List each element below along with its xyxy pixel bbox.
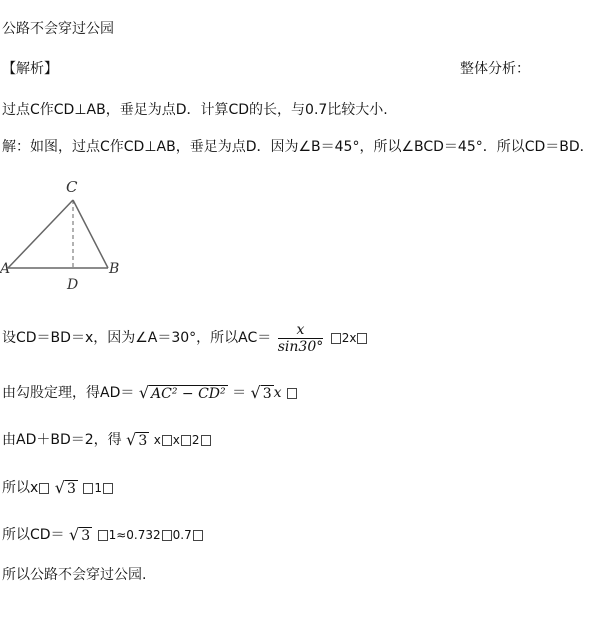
missing-glyph-icon <box>331 333 341 344</box>
radicand: AC² − CD² <box>151 386 226 402</box>
label-a: A <box>0 261 11 277</box>
missing-glyph-icon <box>39 483 49 494</box>
so-cd-line <box>2 524 204 546</box>
set-prefix: 设CD＝BD＝x，因为∠A＝30°，所以AC＝ <box>2 330 272 346</box>
missing-glyph-icon <box>162 530 172 541</box>
triangle-diagram <box>0 172 130 292</box>
jiexi-heading <box>2 60 58 78</box>
missing-glyph-icon <box>201 435 211 446</box>
so-x-prefix: 所以x <box>2 480 39 496</box>
radical-sign: √ <box>250 383 261 402</box>
conclusion-line <box>2 566 146 584</box>
set-line <box>2 320 368 356</box>
sqrt-three <box>126 431 149 449</box>
sum-two: 2 <box>191 433 200 447</box>
missing-glyph-icon <box>193 530 203 541</box>
pythag-var: x <box>273 385 282 401</box>
sqrt-arg: 3 <box>138 433 148 449</box>
sum-x2: x <box>172 433 180 447</box>
so-cd-prefix: 所以CD＝ <box>2 527 65 543</box>
method-text: 过点C作CD⊥AB，垂足为点D．计算CD的长，与0.7比较大小. <box>2 102 388 118</box>
so-cd-approx: 1≈0.732 <box>108 528 161 542</box>
sqrt-three <box>69 526 92 544</box>
title-line <box>2 20 114 38</box>
ac-fraction <box>278 322 324 355</box>
missing-glyph-icon <box>181 435 191 446</box>
jiexi-label: 【解析】 <box>2 61 58 77</box>
missing-glyph-icon <box>287 388 297 399</box>
sqrt-arg: 3 <box>81 528 91 544</box>
so-x-suffix: 1 <box>94 481 102 495</box>
label-d: D <box>67 277 79 292</box>
solution-text: 解：如图，过点C作CD⊥AB，垂足为点D．因为∠B＝45°，所以∠BCD＝45°．所以CD＝BD． <box>2 139 594 155</box>
sqrt-expression <box>139 384 228 402</box>
conclusion-text: 所以公路不会穿过公园. <box>2 567 147 583</box>
sum-prefix: 由AD＋BD＝2，得 <box>2 432 122 448</box>
pythag-equals: ＝ <box>232 385 251 401</box>
frac-numerator: x <box>296 321 305 338</box>
side-cb <box>73 200 108 268</box>
so-cd-compare: 0.7 <box>172 528 192 542</box>
radical-sign: √ <box>138 383 150 402</box>
solution-line <box>2 138 594 156</box>
radical-sign: √ <box>126 430 137 449</box>
sqrt-arg: 3 <box>262 386 272 402</box>
missing-glyph-icon <box>98 530 108 541</box>
sqrt-three <box>55 479 78 497</box>
analysis-heading <box>460 60 530 78</box>
pythag-line <box>2 382 298 404</box>
analysis-label: 整体分析： <box>460 61 530 77</box>
so-x-line <box>2 477 114 499</box>
side-ca <box>8 200 73 268</box>
missing-glyph-icon <box>162 435 172 446</box>
pythag-prefix: 由勾股定理，得AD＝ <box>2 385 135 401</box>
missing-glyph-icon <box>357 333 367 344</box>
label-c: C <box>66 178 78 196</box>
set-suffix: 2x <box>341 331 357 345</box>
missing-glyph-icon <box>103 483 113 494</box>
radical-sign: √ <box>69 525 80 544</box>
method-line <box>2 101 388 119</box>
sum-line <box>2 429 212 451</box>
radical-sign: √ <box>54 478 65 497</box>
sum-x1: x <box>153 433 161 447</box>
title-text: 公路不会穿过公园 <box>2 21 114 37</box>
frac-denominator: sin30° <box>277 338 324 355</box>
missing-glyph-icon <box>83 483 93 494</box>
sqrt-arg: 3 <box>66 481 76 497</box>
sqrt-three <box>251 384 274 402</box>
label-b: B <box>109 261 120 277</box>
